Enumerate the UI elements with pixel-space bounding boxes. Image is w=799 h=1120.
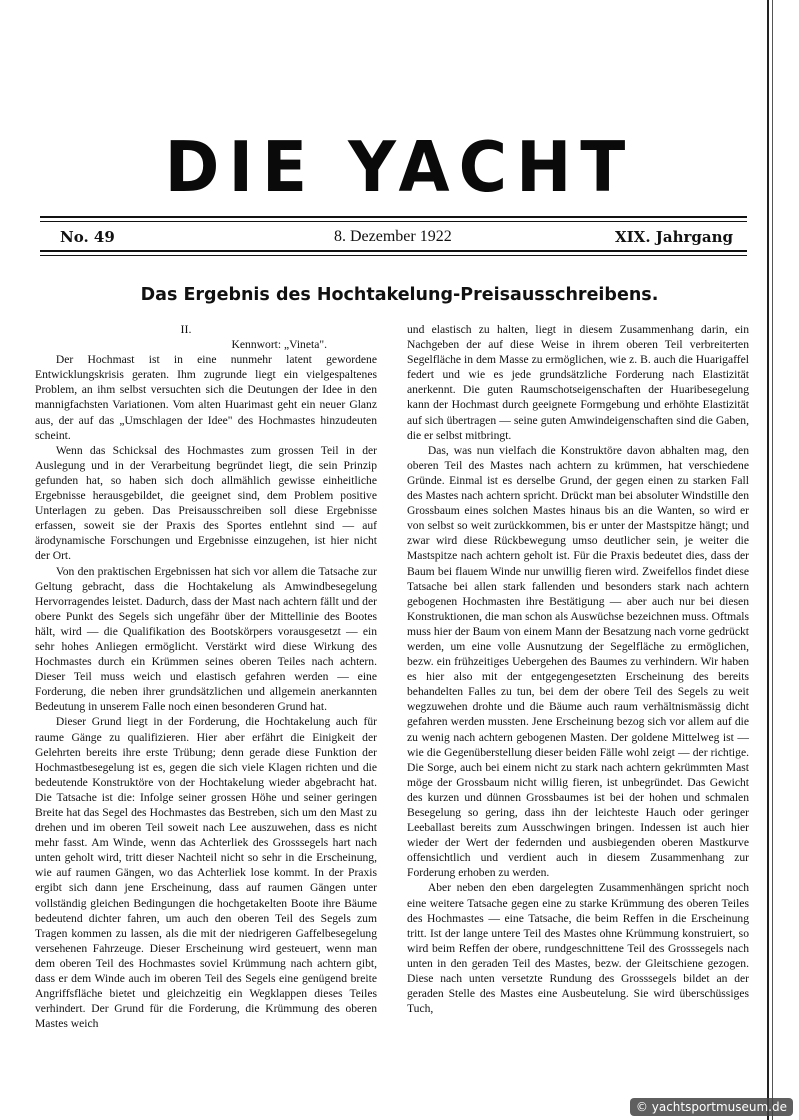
- masthead-title: DIE YACHT: [164, 127, 635, 208]
- paragraph: Der Hochmast ist in eine nunmehr latent gewordene Entwicklungskrisis geraten. Ihm zugrunde liegt ein vielgespaltenes Problem, an ihm selbst versuchten sich die Deutungen der Idee in den mannigfachsten Variationen. Vom alten Huarimast geht ein neuer Glanz aus, der auf das „Umschlagen der Idee" des Hochmastes hinzudeuten scheint.: [35, 353, 377, 442]
- article-column-left: [35, 322, 377, 1092]
- header-rule-top: [40, 216, 747, 218]
- paragraph: Wenn das Schicksal des Hochmastes zum grossen Teil in der Auslegung und in der Verarbeitung begründet liegt, die sein Prinzip gefunden hat, so haben sich doch allmählich gewisse einheitliche Ergebnisse herausgebildet, die geeignet sind, dem Problem positive Unterlagen zu geben. Das Preisausschreiben soll diese Ergebnisse erfassen, soweit sie der Praxis des Sportes entlehnt sind — auf ärodynamische Forschungen und Ergebnisse einzugehen, ist hier nicht der Ort.: [35, 443, 377, 563]
- issue-volume: XIX. Jahrgang: [615, 228, 733, 246]
- article-column-right: [407, 322, 749, 1092]
- paragraph: Dieser Grund liegt in der Forderung, die Hochtakelung auch für raume Gänge zu qualifizieren. Hier aber erfährt die Einigkeit der Gelehrten bereits ihre erste Trübung; denn gerade diese Funktion der Hochmastbesegelung ist es, gegen die sich viele Klagen richten und die bedeutende Konstruktöre von der Hochtakelung wieder abgebracht hat. Die Tatsache ist die: Infolge seiner grossen Höhe und seiner geringen Breite hat das Segel des Hochmastes das Bestreben, sich um den Mast zu drehen und im oberen Teil soweit nach Lee auszuwehen, dass es nicht mehr fasst. Am Winde, wenn das Achterliek des Grosssegels hart nach unten geholt wird, tritt dieser Nachteil nicht so sehr in die Erscheinung, wie auf raumen Gängen, wo das Achterliek lose kommt. In der Praxis ergibt sich dann jene Erscheinung, dass auf raumen Gängen unter vollständig gleichen Bedingungen die hochgetakelten Boote ihre Bäume bedeutend dichter fahren, um auch den oberen Teil des Segels zum Tragen kommen zu lassen, als die mit der niedrigeren Gaffelbesegelung versehenen Fahrzeuge. Dieser Erscheinung wird gesteuert, wenn man dem oberen Teil des Hochmastes soviel Krümmung nach achtern gibt, dass er dem Winde auch im oberen Teil des Segels eine genügend breite Angriffsfläche bietet und gleichzeitig ein Wegklappen dieses Teiles verhindert. Der Grund für die Forderung, die Krümmung des oberen Mastes weich: [35, 715, 377, 1031]
- issue-number: No. 49: [60, 228, 115, 246]
- header-rule-bottom-thin: [40, 255, 747, 256]
- article-part-number: II.: [180, 322, 192, 336]
- page-edge-border-inner: [772, 0, 773, 1120]
- watermark-label: © yachtsportmuseum.de: [630, 1098, 793, 1116]
- issue-date: 8. Dezember 1922: [334, 228, 452, 245]
- paragraph: Das, was nun vielfach die Konstruktöre davon abhalten mag, den oberen Teil des Mastes nach achtern zu krümmen, hat verschiedene Gründe. Einmal ist es derselbe Grund, der gegen einen zu starken Fall des Mastes nach achtern spricht. Drückt man bei absoluter Windstille den Grossbaum eines solchen Mastes hinaus bis an die Wanten, so wird er von selbst so weit zurückkommen, bis er unter der Mastspitze hängt; und zwar wird diese Rückbewegung umso deutlicher sein, je weiter die Mastspitze nach achtern geholt ist. Für die Praxis bedeutet dies, dass der Baum bei flauem Winde nur unwillig fieren wird. Zweifellos findet diese Tatsache bei allen stark fallenden und besonders stark nach achtern gebogenen Hochmasten ihre Bestätigung — aber auch nur bei diesen Konstruktionen, die man schon als Auswüchse bezeichnen muss. Oftmals muss hier der Baum von einem Mann der Besatzung nach vorne gedrückt werden, um eine volle Ausnutzung der Segelfläche zu ermöglichen, bezw. ein frühzeitiges Uebergehen des Baumes zu verhindern. Wir haben es hier also mit der entgegengesetzten Erscheinung des bereits behandelten Falles zu tun, bei dem der obere Teil des Segels zu weit wegzuwehen drohte und die Bäume auch raum verhältnismässig dicht gefahren werden mussten. Jene Erscheinung bezog sich vor allem auf die zu wenig nach achtern gebogenen Masten. Der goldene Mittelweg ist — wie die Gegenüberstellung dieser beiden Fälle wohl zeigt — der richtige. Die Sorge, auch bei einem nicht zu stark nach achtern gekrümmten Mast möge der Grossbaum nicht willig fieren, ist unbegründet. Das Gewicht des kurzen und dünnen Grossbaumes ist bei der hohen und schmalen Besegelung so gering, dass ihn der leichteste Hauch oder geringer Leeballast bereits zum Ausschwingen bringen. Indessen ist auch hier wieder der Wert der federnden und ausbiegenden oberen Mastkurve offensichtlich und verdient auch in diesem Zusammenhang zur Forderung erhoben zu werden.: [407, 443, 749, 880]
- paragraph: Von den praktischen Ergebnissen hat sich vor allem die Tatsache zur Geltung gebracht, dass die Hochtakelung als Amwindbesegelung Hervorragendes leistet. Dadurch, dass der Mast nach achtern fällt und der obere Punkt des Segels sich ungefähr über der Mittellinie des Bootes hält, wird — die Qualifikation des Bootskörpers vorausgesetzt — ein sehr hohes Anliegen ermöglicht. Verstärkt wird diese Wirkung des Hochmastes durch ein Krümmen seines oberen Teiles nach achtern. Dieser Teil muss weich und elastisch gefahren werden — eine Forderung, die neben ihrer grundsätzlichen und allgemein anerkannten Bedeutung in unserem Falle noch einen besonderen Grund hat.: [35, 564, 377, 714]
- article-motto: Kennwort: „Vineta".: [231, 338, 327, 352]
- page-edge-border: [767, 0, 769, 1120]
- article-headline: Das Ergebnis des Hochtakelung-Preisausschreibens.: [140, 285, 659, 305]
- paragraph: und elastisch zu halten, liegt in diesem Zusammenhang darin, ein Nachgeben der auf diese Weise in ihrem oberen Teil verbreiterten Segelfläche in dem Masse zu ermöglichen, wie z. B. auch die Huarigaffel federt und wie es jede grundsätzliche Forderung nach Elastizität anerkennt. Die guten Raumschotseigenschaften der Huaribesegelung kann der Hochmast durch geeignete Formgebung und erhöhte Elastizität auf sich übertragen — seine guten Amwindeigenschaften sind die Gaben, die er selbst mitbringt.: [407, 323, 749, 442]
- paragraph: Aber neben den eben dargelegten Zusammenhängen spricht noch eine weitere Tatsache gegen eine zu starke Krümmung des oberen Teiles des Hochmastes — eine Tatsache, die beim Reffen in die Erscheinung tritt. Ist der lange untere Teil des Mastes ohne Krümmung konstruiert, so wird beim Reffen der obere, rundgeschnittene Teil des Grosssegels nach unten in den geraden Teil des Mastes, bezw. der Gleitschiene gezogen. Diese nach unten versetzte Rundung des Grosssegels bildet an der geraden Stelle des Mastes eine Ausbeutelung. Sie wird überschüssiges Tuch,: [407, 881, 749, 1016]
- header-rule-top-thin: [40, 221, 747, 222]
- header-rule-bottom: [40, 250, 747, 252]
